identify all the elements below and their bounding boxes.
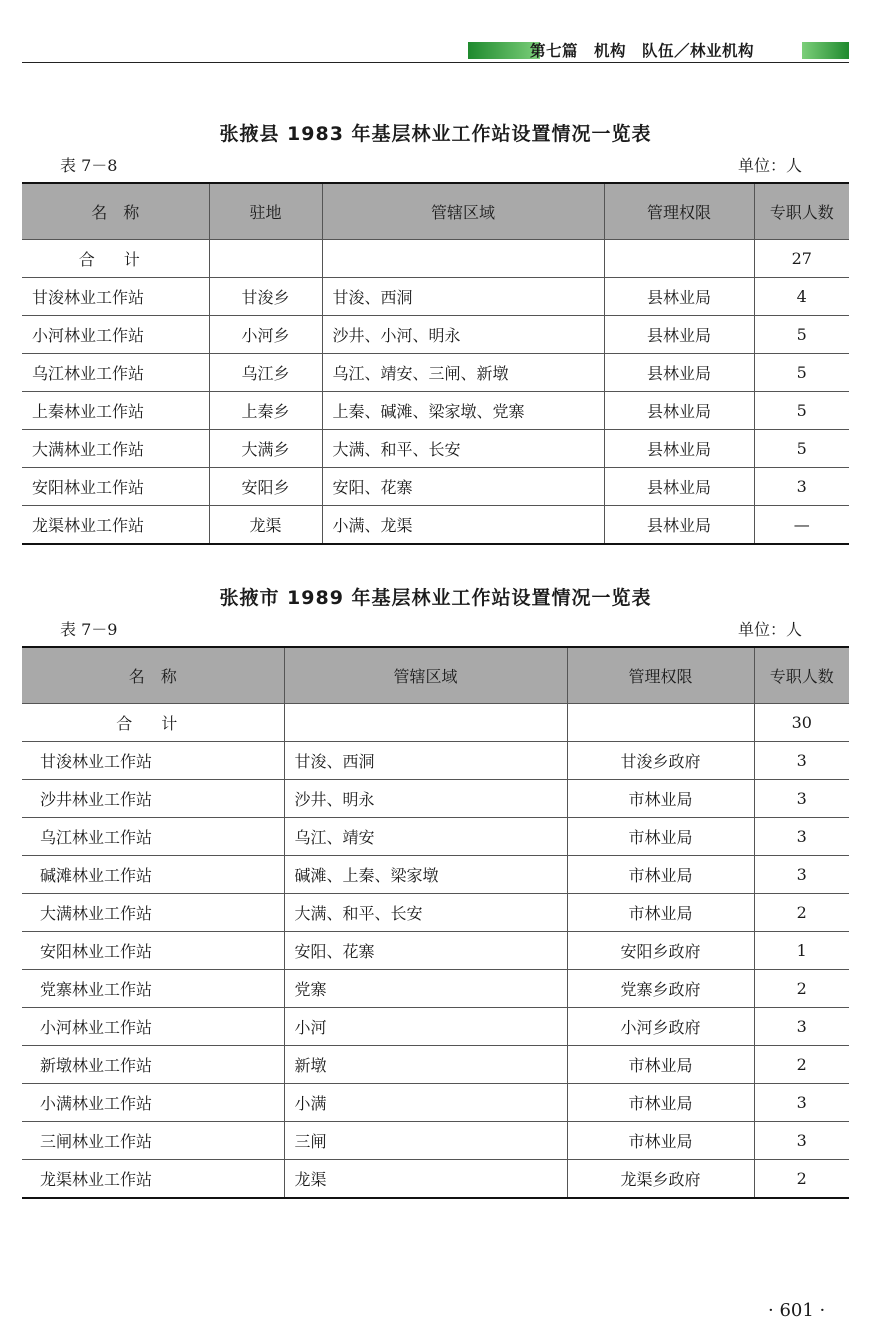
table-cell [604, 240, 754, 278]
table-cell: 三闸林业工作站 [22, 1122, 284, 1160]
table-cell: 县林业局 [604, 468, 754, 506]
table-cell [322, 240, 604, 278]
table-cell: 安阳林业工作站 [22, 932, 284, 970]
table-cell: 大满、和平、长安 [322, 430, 604, 468]
table-row [22, 1046, 849, 1084]
table-cell: 2 [754, 970, 849, 1008]
table-cell: 小河林业工作站 [22, 316, 209, 354]
table-row [22, 742, 849, 780]
table2-header-area: 管辖区域 [284, 647, 567, 704]
table-cell: 甘浚林业工作站 [22, 278, 209, 316]
table-cell: 市林业局 [567, 856, 754, 894]
table-cell: 3 [754, 780, 849, 818]
table-cell: 小河乡政府 [567, 1008, 754, 1046]
table-row [22, 1160, 849, 1199]
table2-header-staff: 专职人数 [754, 647, 849, 704]
table-cell: 党寨林业工作站 [22, 970, 284, 1008]
table-row [22, 1084, 849, 1122]
table-cell: 党寨 [284, 970, 567, 1008]
table1-total-count: 27 [754, 240, 849, 278]
table1-title: 张掖县 1983 年基层林业工作站设置情况一览表 [219, 123, 652, 145]
table-cell: 大满林业工作站 [22, 894, 284, 932]
table-cell: 龙渠乡政府 [567, 1160, 754, 1199]
table-cell: 甘浚乡政府 [567, 742, 754, 780]
table-cell: 上秦、碱滩、梁家墩、党寨 [322, 392, 604, 430]
table2-total-count: 30 [754, 704, 849, 742]
table1 [22, 182, 849, 545]
table-cell: 2 [754, 1160, 849, 1199]
table-cell: 上秦乡 [209, 392, 322, 430]
table-cell: 安阳、花寨 [284, 932, 567, 970]
table-cell: 市林业局 [567, 818, 754, 856]
table-cell: 安阳林业工作站 [22, 468, 209, 506]
table-cell: 安阳、花寨 [322, 468, 604, 506]
table-cell: 大满、和平、长安 [284, 894, 567, 932]
table-cell: 5 [754, 430, 849, 468]
table-cell: 甘浚、西洞 [322, 278, 604, 316]
header-title: 第七篇 机构 队伍／林业机构 [530, 42, 755, 60]
table-cell: 市林业局 [567, 894, 754, 932]
table1-unit: 单位：人 [738, 156, 803, 175]
table-cell: 甘浚林业工作站 [22, 742, 284, 780]
table-cell [209, 240, 322, 278]
table-cell: 乌江林业工作站 [22, 818, 284, 856]
table2-total-label: 合 计 [22, 704, 284, 742]
table2-header-row [22, 647, 849, 704]
table1-header-staff: 专职人数 [754, 183, 849, 240]
table2 [22, 646, 849, 1199]
table-cell: 碱滩、上秦、梁家墩 [284, 856, 567, 894]
table-row [22, 468, 849, 506]
table-cell: 上秦林业工作站 [22, 392, 209, 430]
table-row [22, 354, 849, 392]
table-row [22, 392, 849, 430]
table-cell: 小河乡 [209, 316, 322, 354]
table-row [22, 316, 849, 354]
table-cell: 新墩 [284, 1046, 567, 1084]
table-row [22, 818, 849, 856]
table-cell: 乌江乡 [209, 354, 322, 392]
table-row [22, 1122, 849, 1160]
table-cell: 大满乡 [209, 430, 322, 468]
table-cell: 5 [754, 354, 849, 392]
table-row [22, 970, 849, 1008]
table-cell: 碱滩林业工作站 [22, 856, 284, 894]
table-cell [567, 704, 754, 742]
table-row [22, 506, 849, 545]
table1-number: 表 7－8 [60, 156, 118, 175]
table-cell: 龙渠 [209, 506, 322, 545]
table1-header-authority: 管理权限 [604, 183, 754, 240]
table-cell: 2 [754, 1046, 849, 1084]
table1-total-label: 合 计 [22, 240, 209, 278]
table-row [22, 1008, 849, 1046]
table-cell: 小满、龙渠 [322, 506, 604, 545]
table-cell: 4 [754, 278, 849, 316]
table-row [22, 430, 849, 468]
table-cell: 3 [754, 1008, 849, 1046]
table-cell: 5 [754, 316, 849, 354]
table-cell: 县林业局 [604, 392, 754, 430]
table-cell: 1 [754, 932, 849, 970]
table1-header-name: 名 称 [22, 183, 209, 240]
table-cell: 市林业局 [567, 1084, 754, 1122]
table-cell: 乌江林业工作站 [22, 354, 209, 392]
table-cell: 小满林业工作站 [22, 1084, 284, 1122]
table1-total-row [22, 240, 849, 278]
table-cell: 甘浚乡 [209, 278, 322, 316]
header-green-bar-right [802, 42, 849, 59]
table-cell: 3 [754, 468, 849, 506]
table2-header-name: 名 称 [22, 647, 284, 704]
table-cell: 沙井、明永 [284, 780, 567, 818]
table-cell: 小河林业工作站 [22, 1008, 284, 1046]
table-cell: 小满 [284, 1084, 567, 1122]
table-cell: 5 [754, 392, 849, 430]
table2-total-row [22, 704, 849, 742]
table-row [22, 894, 849, 932]
table1-header-location: 驻地 [209, 183, 322, 240]
table-row [22, 278, 849, 316]
table-cell: 县林业局 [604, 316, 754, 354]
table-cell: 3 [754, 818, 849, 856]
header-rule [22, 62, 849, 63]
table-cell: 安阳乡政府 [567, 932, 754, 970]
table-cell: 安阳乡 [209, 468, 322, 506]
table2-unit: 单位：人 [738, 620, 803, 639]
table-cell [284, 704, 567, 742]
table-cell: 2 [754, 894, 849, 932]
table-cell: 沙井林业工作站 [22, 780, 284, 818]
table-cell: 小河 [284, 1008, 567, 1046]
table-cell: 乌江、靖安 [284, 818, 567, 856]
table-cell: — [754, 506, 849, 545]
table-row [22, 780, 849, 818]
table-cell: 大满林业工作站 [22, 430, 209, 468]
table-cell: 龙渠林业工作站 [22, 1160, 284, 1199]
table-cell: 3 [754, 742, 849, 780]
table-cell: 县林业局 [604, 354, 754, 392]
table-cell: 市林业局 [567, 1046, 754, 1084]
table-cell: 县林业局 [604, 278, 754, 316]
table-cell: 3 [754, 1084, 849, 1122]
table-cell: 党寨乡政府 [567, 970, 754, 1008]
table-cell: 3 [754, 1122, 849, 1160]
table2-number: 表 7－9 [60, 620, 118, 639]
table-row [22, 932, 849, 970]
table-cell: 县林业局 [604, 430, 754, 468]
table-cell: 3 [754, 856, 849, 894]
table-cell: 甘浚、西洞 [284, 742, 567, 780]
table2-header-authority: 管理权限 [567, 647, 754, 704]
table1-header-area: 管辖区域 [322, 183, 604, 240]
table1-header-row [22, 183, 849, 240]
table-cell: 沙井、小河、明永 [322, 316, 604, 354]
table-cell: 市林业局 [567, 1122, 754, 1160]
running-header [22, 40, 849, 62]
table-cell: 县林业局 [604, 506, 754, 545]
page-number: · 601 · [768, 1300, 826, 1321]
table-cell: 市林业局 [567, 780, 754, 818]
table-cell: 新墩林业工作站 [22, 1046, 284, 1084]
table2-title: 张掖市 1989 年基层林业工作站设置情况一览表 [219, 587, 652, 609]
table-cell: 龙渠林业工作站 [22, 506, 209, 545]
table-cell: 三闸 [284, 1122, 567, 1160]
table-cell: 龙渠 [284, 1160, 567, 1199]
table-cell: 乌江、靖安、三闸、新墩 [322, 354, 604, 392]
table-row [22, 856, 849, 894]
